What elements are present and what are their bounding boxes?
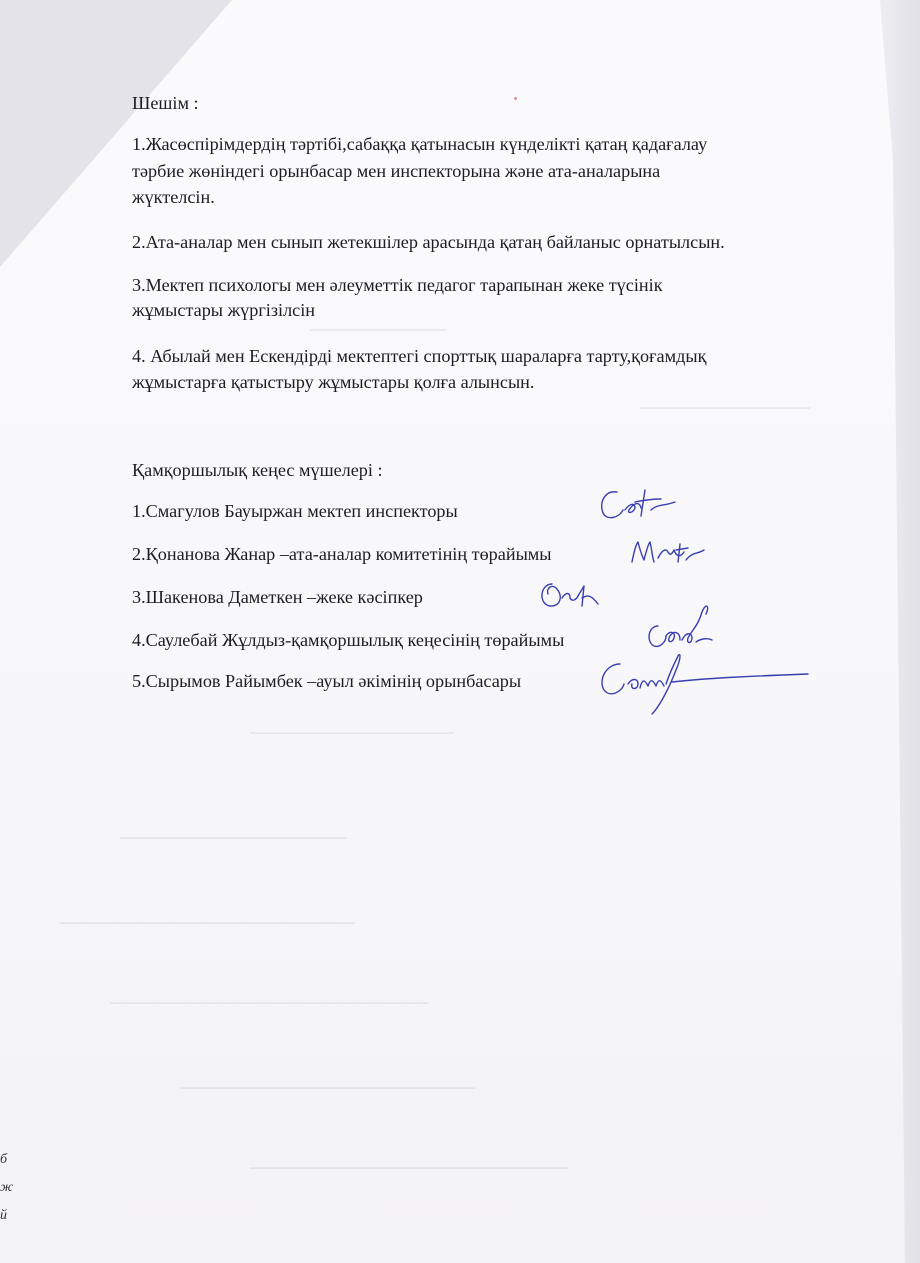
decision-line: 1.Жасөспірімдердің тәртібі,сабаққа қатынасын күнделікті қатаң қадағалау xyxy=(132,134,708,154)
signature-3 xyxy=(536,576,602,612)
margin-glyph: ж xyxy=(0,1180,14,1195)
ink-speck xyxy=(514,97,517,100)
decision-heading: Шешім : xyxy=(132,93,199,113)
signature-2 xyxy=(628,530,708,570)
signature-4 xyxy=(640,598,720,654)
decision-line: жұмыстары жүргізілсін xyxy=(132,300,316,320)
decision-line: 3.Мектеп психологы мен әлеуметтік педагог тарапынан жеке түсінік xyxy=(132,275,663,295)
decision-line: жүктелсін. xyxy=(132,187,215,207)
council-member: 3.Шакенова Даметкен –жеке кәсіпкер xyxy=(132,587,423,607)
scanned-document: ──────────── ─────────────── ────────────────── ──────────────────── ────────────────────────── ──────────────────────────── ────────────────────────── ──────────────────────────── Шешім : 1.Жасөспірімдердің тәртібі,сабаққа қатынасын күнделікті қатаң қадағалау тәрбие жөніндегі орынбасар мен инспекторына және ата-аналарына жүктелсін. 2.Ата-аналар мен сынып жетекшілер арасында қатаң байланыс орнатылсын. 3.Мектеп психологы мен әлеуметтік педагог тарапынан жеке түсінік жұмыстары жүргізілсін 4. Абылай мен Ескендірді мектептегі спорттық шараларға тарту,қоғамдық жұмыстарға қатыстыру жұмыстары қолға алынсын. Қамқоршылық кеңес мүшелері : 1.Смагулов Бауыржан мектеп инспекторы 2.Қонанова Жанар –ата-аналар комитетінің төрайымы 3.Шакенова Даметкен –жеке кәсіпкер 4.Саулебай Жұлдыз-қамқоршылық кеңесінің төрайымы 5.Сырымов Райымбек –ауыл әкімінің орынбасары б ж й xyxy=(0,0,920,1263)
signature-5 xyxy=(596,650,816,716)
decision-line: 2.Ата-аналар мен сынып жетекшілер арасында қатаң байланыс орнатылсын. xyxy=(132,232,725,252)
council-member: 5.Сырымов Райымбек –ауыл әкімінің орынбасары xyxy=(132,671,522,691)
decision-line: жұмыстарға қатыстыру жұмыстары қолға алынсын. xyxy=(132,372,535,392)
margin-glyph: й xyxy=(0,1208,7,1223)
council-member: 1.Смагулов Бауыржан мектеп инспекторы xyxy=(132,501,458,521)
decision-line: 4. Абылай мен Ескендірді мектептегі спорттық шараларға тарту,қоғамдық xyxy=(132,346,707,366)
decision-line: тәрбие жөніндегі орынбасар мен инспекторына және ата-аналарына xyxy=(132,161,661,181)
council-heading: Қамқоршылық кеңес мүшелері : xyxy=(132,460,383,480)
signature-1 xyxy=(595,480,685,525)
margin-glyph: б xyxy=(0,1152,8,1167)
council-member: 4.Саулебай Жұлдыз-қамқоршылық кеңесінің төрайымы xyxy=(132,630,565,650)
council-member: 2.Қонанова Жанар –ата-аналар комитетінің төрайымы xyxy=(132,544,552,564)
